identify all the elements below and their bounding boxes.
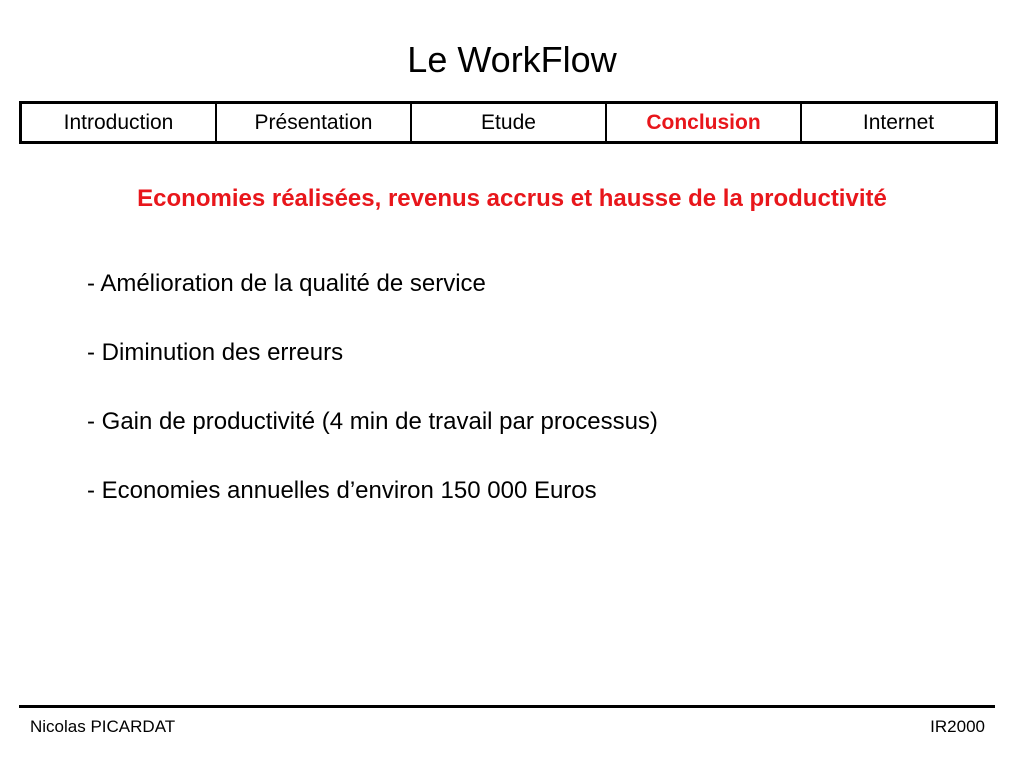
footer-author: Nicolas PICARDAT [30,717,176,736]
bullet-item-errors: - Diminution des erreurs [87,339,344,366]
nav-item-internet[interactable]: Internet [862,110,935,134]
nav-item-conclusion[interactable]: Conclusion [607,104,802,141]
footer-divider [19,705,995,708]
footer-course: IR2000 [930,717,985,736]
nav-item-introduction[interactable]: Introduction [22,104,217,141]
bullet-list [87,268,658,544]
bullet-item-savings: - Economies annuelles d’environ 150 000 Euros [87,477,597,504]
section-nav-bar [19,101,998,144]
bullet-item-quality: - Amélioration de la qualité de service [87,270,486,297]
slide-title: Le WorkFlow [407,39,617,80]
nav-item-presentation[interactable]: Présentation [217,104,412,141]
bullet-item-productivity: - Gain de productivité (4 min de travail par processus) [87,408,658,435]
nav-item-etude[interactable]: Etude [412,104,607,141]
slide-subtitle: Economies réalisées, revenus accrus et hausse de la productivité [137,185,887,212]
